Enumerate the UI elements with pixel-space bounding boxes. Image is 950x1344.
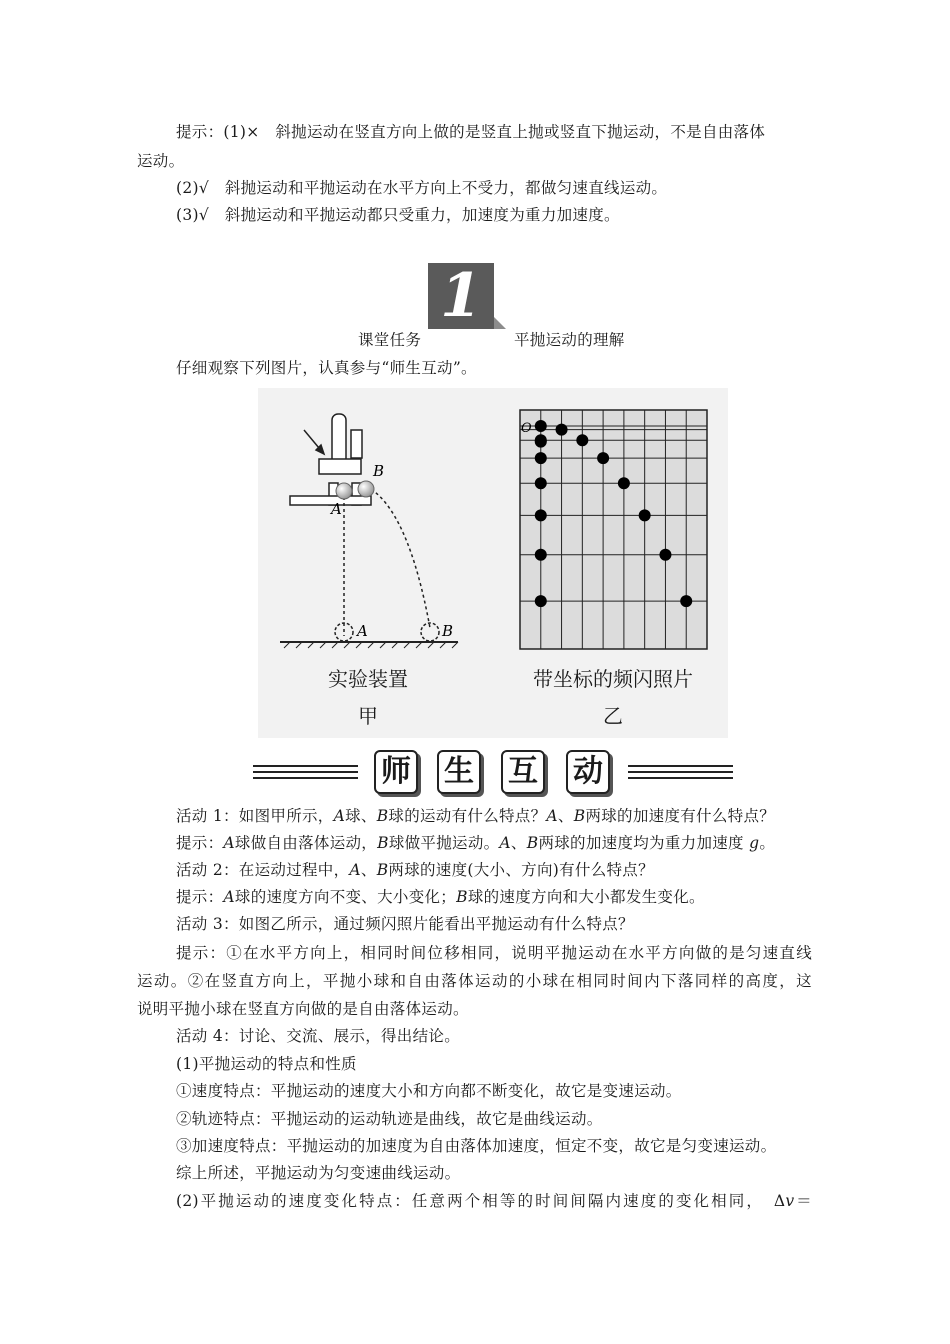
banner-rule-right bbox=[628, 765, 733, 783]
left-subcaption: 甲 bbox=[358, 704, 378, 728]
free-fall-dot bbox=[535, 595, 547, 607]
task-number: 1 bbox=[440, 261, 482, 331]
activity-3: 活动 3：如图乙所示，通过频闪照片能看出平抛运动有什么特点？ bbox=[176, 915, 634, 933]
task-title: 平抛运动的理解 bbox=[514, 331, 625, 349]
hint-activity-2: 提示：A球的速度方向不变、大小变化；B球的速度方向和大小都发生变化。 bbox=[176, 888, 705, 906]
conclusion-1a: ①速度特点：平抛运动的速度大小和方向都不断变化，故它是变速运动。 bbox=[176, 1082, 682, 1100]
ball-a bbox=[336, 483, 352, 499]
conclusion-1-heading: (1)平抛运动的特点和性质 bbox=[176, 1055, 357, 1073]
hint-line-1: 提示：(1)× 斜抛运动在竖直方向上做的是竖直上抛或竖直下抛运动，不是自由落体 bbox=[176, 123, 766, 141]
projectile-dot bbox=[597, 452, 609, 464]
activity-4: 活动 4：讨论、交流、展示，得出结论。 bbox=[176, 1027, 460, 1045]
conclusion-1d: 综上所述，平抛运动为匀变速曲线运动。 bbox=[176, 1164, 461, 1182]
projectile-dot bbox=[535, 420, 547, 432]
activity-2: 活动 2：在运动过程中，A、B两球的速度(大小、方向)有什么特点？ bbox=[176, 861, 654, 879]
projectile-dot bbox=[576, 434, 588, 446]
label-a-bottom: A bbox=[357, 622, 368, 640]
projectile-dot bbox=[680, 595, 692, 607]
free-fall-dot bbox=[535, 434, 547, 446]
strobe-grid-frame bbox=[520, 410, 707, 649]
hint-activity-3-line-1: 提示：①在水平方向上，相同时间位移相同，说明平抛运动在水平方向做的是匀速直线 bbox=[176, 944, 812, 962]
banner-char-4: 动 bbox=[566, 750, 610, 794]
conclusion-1c: ③加速度特点：平抛运动的加速度为自由落体加速度，恒定不变，故它是匀变速运动。 bbox=[176, 1137, 777, 1155]
label-a-top: A bbox=[331, 500, 342, 518]
label-b-top: B bbox=[373, 462, 385, 480]
banner-char-1: 师 bbox=[374, 750, 418, 794]
free-fall-dot bbox=[535, 452, 547, 464]
side-plate bbox=[351, 430, 362, 458]
task-number-badge bbox=[428, 263, 494, 329]
activity-1: 活动 1：如图甲所示，A球、B球的运动有什么特点？A、B两球的加速度有什么特点？ bbox=[176, 807, 776, 825]
hint-activity-1: 提示：A球做自由落体运动，B球做平抛运动。A、B两球的加速度均为重力加速度 g。 bbox=[176, 834, 776, 852]
free-fall-dot bbox=[535, 477, 547, 489]
conclusion-1b: ②轨迹特点：平抛运动的运动轨迹是曲线，故它是曲线运动。 bbox=[176, 1110, 603, 1128]
task-label: 课堂任务 bbox=[358, 331, 422, 349]
banner-rule-left bbox=[253, 765, 358, 783]
conclusion-2: (2)平抛运动的速度变化特点：任意两个相等的时间间隔内速度的变化相同， Δv＝ bbox=[176, 1192, 812, 1210]
hint-line-3: (3)√ 斜抛运动和平抛运动都只受重力，加速度为重力加速度。 bbox=[176, 206, 620, 224]
right-subcaption: 乙 bbox=[603, 704, 623, 728]
free-fall-dot bbox=[535, 509, 547, 521]
hammer-handle bbox=[332, 414, 346, 464]
ball-b bbox=[358, 481, 374, 497]
apparatus-diagram bbox=[280, 414, 458, 642]
striker-plate bbox=[319, 459, 361, 474]
banner-char-2: 生 bbox=[437, 750, 481, 794]
label-b-bottom: B bbox=[442, 622, 454, 640]
hint-line-2: (2)√ 斜抛运动和平抛运动在水平方向上不受力，都做匀速直线运动。 bbox=[176, 179, 668, 197]
hint-line-1-cont: 运动。 bbox=[137, 152, 185, 170]
intro-text: 仔细观察下列图片，认真参与“师生互动”。 bbox=[176, 359, 477, 377]
origin-label: O bbox=[521, 421, 532, 436]
badge-fold-icon bbox=[494, 317, 506, 329]
projectile-dot bbox=[659, 549, 671, 561]
projectile-dot bbox=[618, 477, 630, 489]
section-banner bbox=[253, 747, 738, 799]
banner-char-3: 互 bbox=[501, 750, 545, 794]
projectile-dot bbox=[639, 509, 651, 521]
experiment-figure bbox=[258, 388, 728, 738]
hint-activity-3-line-3: 说明平抛小球在竖直方向做的是自由落体运动。 bbox=[137, 1000, 469, 1018]
hint-activity-3-line-2: 运动。②在竖直方向上，平抛小球和自由落体运动的小球在相同时间内下落同样的高度，这 bbox=[137, 972, 812, 990]
free-fall-dot bbox=[535, 549, 547, 561]
right-caption: 带坐标的频闪照片 bbox=[533, 667, 693, 691]
path-b bbox=[366, 486, 430, 628]
projectile-dot bbox=[556, 424, 568, 436]
left-caption: 实验装置 bbox=[328, 667, 408, 691]
